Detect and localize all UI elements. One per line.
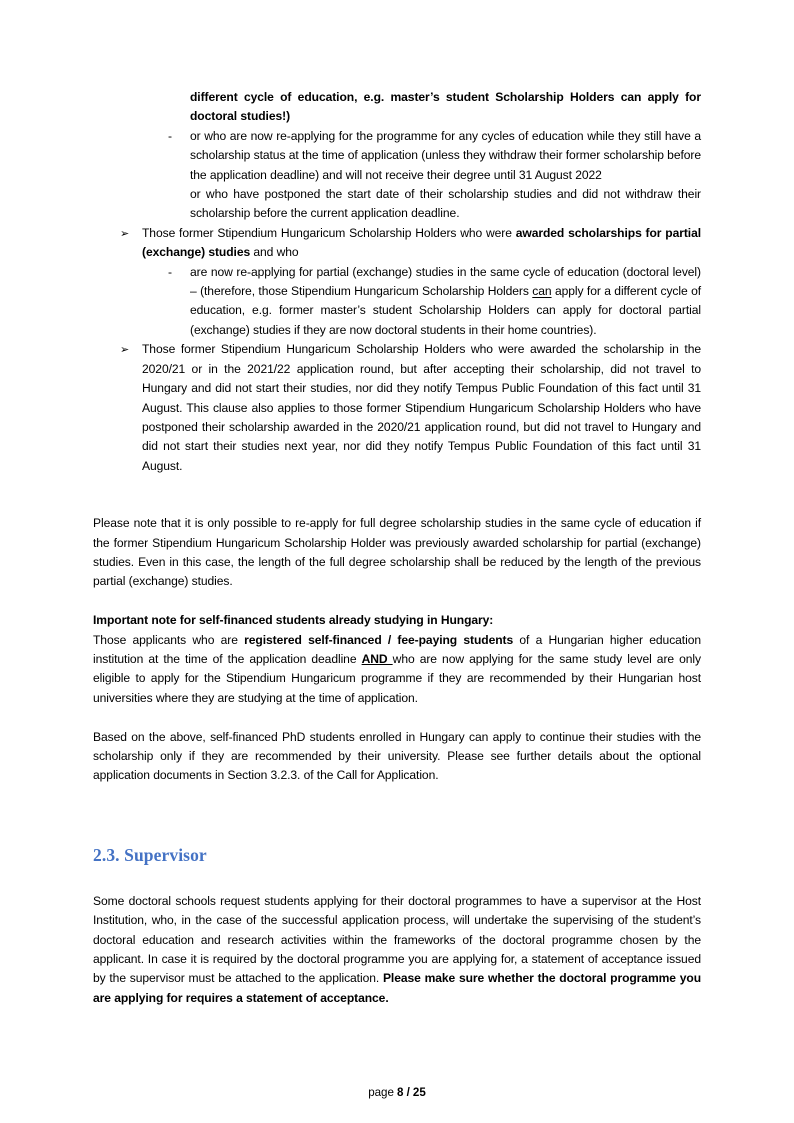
list-item — [190, 185, 701, 224]
list-item — [168, 263, 701, 341]
section-spacer — [93, 786, 701, 844]
list-item — [168, 127, 701, 185]
list-item-text — [190, 263, 701, 341]
text-part2: apply for a different cycle of education, e.g. former master’s student Scholarship Holders can apply for doctoral partial (exchange) studies if they are now doctoral students in their home countries). — [190, 284, 701, 337]
paragraph-spacer — [93, 592, 701, 611]
page-content — [93, 88, 701, 1008]
text-part2: of a Hungarian higher education institution at the time of the application deadline — [93, 632, 701, 666]
list-item-text: or who have postponed the start date of their scholarship studies and did not withdraw their scholarship before the current application deadline. — [190, 187, 701, 221]
paragraph-note-reapply: Please note that it is only possible to re-apply for full degree scholarship studies in the same cycle of education if the former Stipendium Hungaricum Scholarship Holder was previously awarded scholarship for partial (exchange) studies. Even in this case, the length of the full degree scholarship shall be reduced by the length of the previous partial (exchange) studies. — [93, 516, 701, 589]
text-lead: Those former Stipendium Hungaricum Scholarship Holders who were — [142, 225, 516, 240]
text-part1: Those applicants who are — [93, 632, 245, 647]
important-note-heading: Important note for self-financed students already studying in Hungary: — [93, 613, 494, 628]
text-underlined: can — [532, 284, 552, 299]
paragraph-self-financed — [93, 631, 701, 709]
paragraph-spacer — [93, 708, 701, 727]
arrow-bullet-icon: ➢ — [120, 343, 130, 357]
footer-label: page — [368, 1086, 394, 1099]
paragraph-based-on-above: Based on the above, self-financed PhD students enrolled in Hungary can apply to continue their studies with the scholarship only if they are recommended by their university. Please see further details about the optional application documents in Section 3.2.3. of the Call for Application. — [93, 729, 701, 783]
text-bold: registered self-financed / fee-paying students — [244, 632, 514, 647]
text-bold: awarded scholarships for partial (exchange) studies — [142, 225, 702, 260]
list-item — [120, 340, 701, 476]
arrow-bullet-icon: ➢ — [120, 226, 130, 240]
paragraph-supervisor-body — [93, 892, 701, 1008]
section-heading-supervisor: 2.3. Supervisor — [93, 844, 207, 865]
text-part1: Some doctoral schools request students applying for their doctoral programmes to have a supervisor at the Host Institution, who, in the case of the successful application process, will undertake the supervising of the student’s doctoral education and research activities within the frameworks of the doctoral programme chosen by the applicant. In case it is required by the doctoral programme you are applying for, a statement of acceptance issued by the supervisor must be attached to the application. — [93, 893, 701, 986]
list-item — [120, 224, 702, 340]
continued-bold-text: different cycle of education, e.g. master’s student Scholarship Holders can apply for doctoral studies!) — [190, 90, 701, 124]
dash-bullet-icon: - — [168, 264, 173, 279]
list-item-text: Those former Stipendium Hungaricum Scholarship Holders who were awarded the scholarship in the 2020/21 or in the 2021/22 application round, but after accepting their scholarship, did not travel to Hungary and did not start their studies, nor did they notify Tempus Public Foundation of this fact until 31 August. This clause also applies to those former Stipendium Hungaricum Scholarship Holders who have postponed their scholarship awarded in the 2020/21 application round, but did not travel to Hungary and did not start their studies next year, nor did they notify Tempus Public Foundation of this fact until 31 August. — [142, 342, 701, 473]
text-part1: are now re-applying for partial (exchange) studies in the same cycle of education (doctoral level) – (therefore, those Stipendium Hungaricum Scholarship Holders — [190, 264, 701, 299]
page-footer — [93, 1085, 701, 1101]
dash-bullet-icon: - — [168, 128, 173, 143]
text-part3: who are now applying for the same study level are only eligible to apply for the Stipendium Hungaricum programme if they are recommended by their Hungarian host universities where they are studying at the time of application. — [93, 651, 702, 705]
section-spacer — [93, 476, 701, 514]
list-item-text: or who are now re-applying for the programme for any cycles of education while they still have a scholarship status at the time of application (unless they withdraw their former scholarship before the application deadline) and will not receive their degree until 31 August 2022 — [190, 128, 701, 182]
text-bold: Please make sure whether the doctoral programme you are applying for requires a statement of acceptance. — [93, 971, 701, 1005]
footer-page-number: 8 / 25 — [397, 1086, 426, 1099]
text-tail: and who — [250, 245, 299, 260]
heading-spacer — [93, 866, 701, 892]
list-item-text — [142, 224, 701, 263]
text-bold-underlined: AND — [361, 651, 393, 666]
